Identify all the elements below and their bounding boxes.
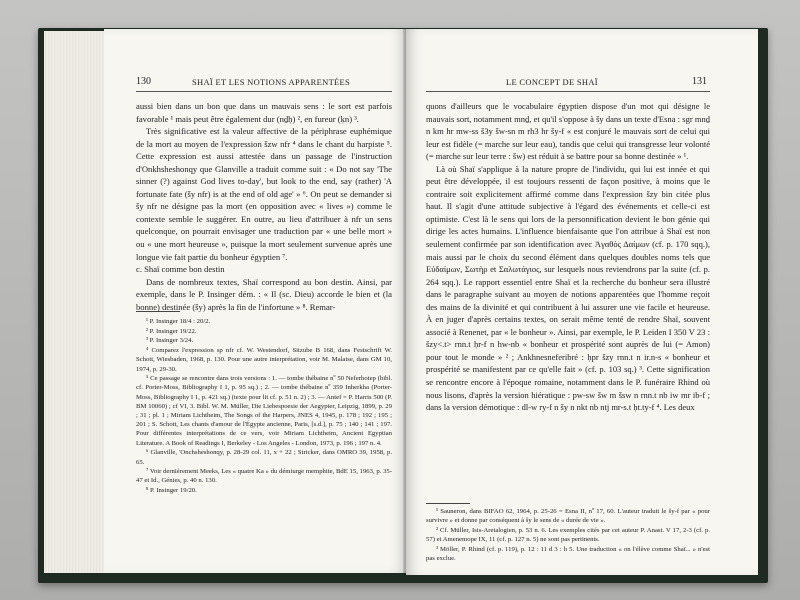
right-head-rule [426, 91, 710, 92]
left-running-head: SHAÏ ET LES NOTIONS APPARENTÉES [192, 77, 351, 87]
page-edges [44, 31, 104, 573]
section-heading: c. Shaï comme bon destin [136, 264, 225, 275]
paragraph: quons d'ailleurs que le vocabulaire égyptien dispose d'un mot qui désigne le mauvais sort, notamment mnḏ, et qu'il s'oppose à šy dans un texte d'Esna : sgr mnḏ n km hr mw-ss š3y šw-sn m rh3 hr šy-f « est conjuré le mauvais sort de celui qui leur est fidèle (= marche sur leur eau), tandis que celui qui transgresse leur volonté (= marche sur leur terre : šw) est réduit à se battre pour sa bonne destinée » ¹. [426, 101, 710, 162]
left-page [104, 29, 406, 573]
footnote: ² P. Insinger 19/22. [146, 327, 197, 335]
paragraph: Très significative est la valeur affective de la périphrase euphémique de la mort au moyen de l'expression šzw nfr ⁴ dans le chant du harpiste ⁵. Cette expression est aussi attestée dans un passage de l'instruction d'Onkhsheshonqy que Glanville a traduit comme suit : « Do not say 'The sinner (?) against God lives to-day', but look to the end, say (rather) 'A fortunate fate (šy nfr) is at the end of old age' » ⁶. On peut se demander si šy nfr ne désigne pas la mort (en opposition avec « lives ») comme le contexte semble le suggérer. En outre, au lieu d'attribuer à nfr un sens quelconque, on pourrait envisager une traduction par « une belle mort » ou « une mort heureuse », puisque la mort seulement survenue après une longue vie fait partie du bonheur égyptien ⁷. [136, 126, 392, 262]
footnote: ³ Möller, P. Rhind (cf. p. 119), p. 12 : 11 d 3 : h 5. Une traduction « on l'élève comme Shaï... » n'est pas exclue. [426, 545, 710, 563]
footnote: ⁵ Ce passage se rencontre dans trois versions : 1. — tombe thébaine nº 50 Neferhotep (bibl. cf. Porter-Moss, Bibliography I 1, p. 95 sq.) ; 2. — tombe thébaine nº 359 Inherkha (Porter-Moss, Bibliography I 1, p. 421 sq.) (texte pour lit cf. p. 51 n. 2) ; 3. — Antef = P. Harris 500 (P. BM 10060) ; cf VI, 3. Bibl. W. M. Müller, Die Liebespoesie der Aegypter, Leipzig, 1899, p. 29 ; 31 ; pl. 1 ; Miriam Lichtheim, The Songs of the Harpers, JNES 4, 1945, p. 178 ; 192 ; 195 ; 201 ; S. Schott, Les chants d'amour de l'Égypte ancienne, Paris, [s.d.], p. 75 ; 140 ; 141 ; 197. Pour différentes interprétations de ce vers, voir Miriam Lichtheim, Ancient Egyptian Literature. A Book of Readings I, Berkeley - Los Angeles - London, 1973, p. 196 ; 197 n. 4. [136, 375, 392, 447]
footnote: ⁶ Glanville, 'Onchsheshonqy, p. 28-29 col. 11, x + 22 ; Stricker, dans OMRO 39, 1958, p. 65. [136, 449, 392, 466]
right-body [426, 100, 710, 414]
paragraph: Là où Shaï s'applique à la nature propre de l'individu, qui lui est innée et qui peut être développée, il est toujours ressenti de façon positive, à moins que le contraire soit explicitement affirmé comme dans l'expression šzy bin citée plus haut. Il s'agit d'une attitude subjective à l'égard des événements et celle-ci est optimiste. C'est là le sens qui lors de la personnification devient le bon génie qui dirige les actes humains. L'influence bienfaisante que l'on attribue à Shaï est non seulement confirmée par son identification avec Ἀγαθὸς Δαίμων (cf. p. 170 sqq.), mais aussi par le choix du second élément dans quelques doubles noms tels que Εὐδαίμων, Σωτὴρ et Σαλωτάγιος, sur lesquels nous reviendrons par la suite (cf. p. 264 sqq.). Le rapport essentiel entre Shaï et la recherche du bonheur sera illustré dans le paragraphe suivant au moyen de notions apparentées que l'homme reçoit des mains de la divinité et qui contribuent à lui assurer une vie facile et heureuse. À en juger d'après certains textes, on serait même tenté de rendre Shaï, souvent associé à Renenet, par « le bonheur ». Ainsi, par exemple, le P. Leiden I 350 V 23 : šzy<.t> rnn.t ḥr-f n hw-nb « bonheur et prospérité sont auprès de lui (= Amon) pour tout le monde » ² ; Ankhnesneferibré : ḥpr šzy rnn.t n ir.n-s « bonheur et prospérité se manifestent par ce qu'elle fait » (cf. p. 103 sq.) ³. Cette signification se rencontre encore à l'époque romaine, notamment dans le P. funéraire Rhind où nous lisons, d'après la version hiératique : pw-sw šw m šsw n rnn.t nb iw mr ib-f ; dans la version démotique : dl-w ry-f n šy n nkt nb ntj mr-s.t ḥt.ty-f ⁴. Les deux [426, 163, 710, 413]
footnote-rule [136, 311, 180, 312]
right-page-number: 131 [692, 76, 707, 87]
footnote: ² Cf. Müller, Isis-Aretalogien, p. 53 n. 6. Les exemples cités par cet auteur P. Anast. V 17, 2-3 (cf. p. 57) et Amenemope IX, 11 (cf. p. 127 n. 5) ne sont pas pertinents. [426, 526, 710, 544]
footnote: ³ P. Insinger 3/24. [146, 337, 194, 345]
left-head-rule [136, 91, 392, 92]
paragraph: Dans de nombreux textes, Shaï correspond au bon destin. Ainsi, par exemple, dans le P. Insinger dém. : « Il (sc. Dieu) accorde le bien et (la bonne) destinée (šy) après la fin de l'infortune » ⁸. Remar- [136, 276, 392, 312]
footnote: ¹ P. Insinger 18/4 : 20/2. [146, 318, 211, 325]
footnote-rule [426, 503, 470, 504]
paragraph: aussi bien dans un bon que dans un mauvais sens : le sort est parfois favorable ¹ mais peut être également dur (nḏḥ) ², en fureur (ḳn) ³. [136, 101, 392, 124]
footnote: ⁷ Voir dernièrement Meeks, Les « quatre Ka » du démiurge memphite, BdE 15, 1963, p. 35-47 et Id., Génies, p. 40 n. 130. [136, 468, 392, 485]
left-body [136, 100, 392, 313]
right-footnotes [426, 507, 710, 564]
footnote: ⁸ P. Insinger 19/20. [146, 487, 197, 495]
right-running-head: LE CONCEPT DE SHAÏ [506, 77, 598, 87]
footnote: ¹ Sauneron, dans BIFAO 62, 1964, p. 25-26 = Esna II, nº 17, 60. L'auteur traduit le šy-f par « pour survivre » et donne par conséquent à šy le sens de « durée de vie ». [426, 508, 710, 525]
left-footnotes [136, 317, 392, 496]
footnote: ⁴ Comparez l'expression sp nfr cf. W. Westendorf, Sitzube B 168, dans Festschrift W. Schott, Wiesbaden, 1968, p. 130. Pour une autre interprétation, voir M. Malaise, dans GM 10, 1974, p. 29-30. [136, 347, 392, 373]
right-page [406, 29, 758, 575]
left-page-number: 130 [136, 76, 151, 87]
